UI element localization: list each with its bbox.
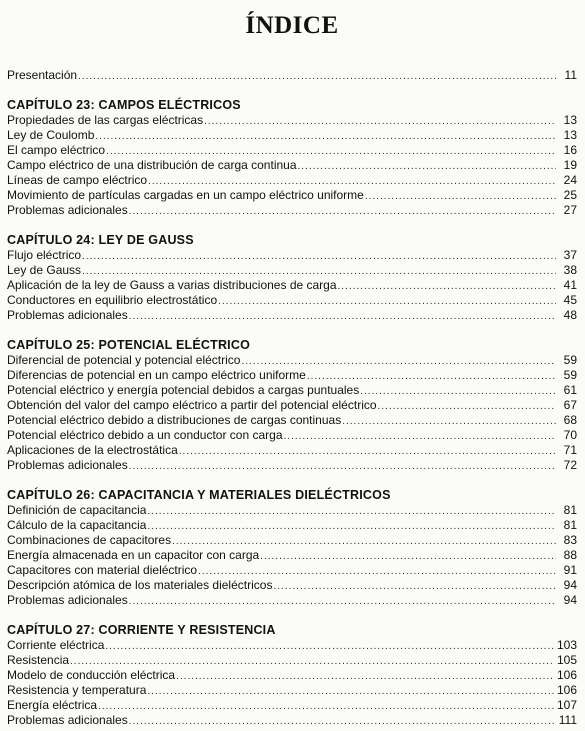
toc-entry-label: Campo eléctrico de una distribución de carga continua [7, 158, 297, 172]
toc-entry-page: 19 [563, 158, 577, 172]
toc-entry-page: 81 [563, 518, 577, 532]
chapter-heading: CAPÍTULO 26: CAPACITANCIA Y MATERIALES DIELÉCTRICOS [7, 488, 391, 502]
toc-entry-page: 24 [563, 173, 577, 187]
chapter-24 [7, 232, 577, 323]
chapter-27 [7, 622, 577, 728]
toc-entry-page: 25 [563, 188, 577, 202]
chapter-25 [7, 337, 577, 473]
dot-leader [82, 249, 556, 264]
dot-leader [360, 384, 556, 399]
dot-leader [78, 69, 556, 84]
toc-entry [7, 203, 577, 218]
toc-entry [7, 398, 577, 413]
dot-leader [198, 564, 556, 579]
toc-entry [7, 653, 577, 668]
toc-entry-page: 72 [563, 458, 577, 472]
toc-entry-label: Flujo eléctrico [7, 248, 82, 262]
toc-entry-label: Resistencia y temperatura [7, 683, 147, 697]
toc-entry-presentacion [7, 68, 577, 83]
toc-entry-label: Potencial eléctrico y energía potencial debidos a cargas puntuales [7, 383, 360, 397]
toc-entry-page: 111 [558, 713, 577, 727]
toc-entry-page: 27 [563, 203, 577, 217]
toc-entry-page: 11 [564, 68, 577, 82]
toc-entry [7, 668, 577, 683]
toc-entry [7, 263, 577, 278]
toc-entry [7, 143, 577, 158]
toc-entry-label: Capacitores con material dieléctrico [7, 563, 198, 577]
chapter-heading: CAPÍTULO 24: LEY DE GAUSS [7, 233, 194, 247]
toc-entry-label: Resistencia [7, 653, 70, 667]
dot-leader [176, 669, 554, 684]
toc-entry [7, 518, 577, 533]
dot-leader [147, 519, 556, 534]
toc-entry-label: Problemas adicionales [7, 593, 128, 607]
toc-entry-label: Presentación [7, 68, 78, 82]
dot-leader [147, 504, 556, 519]
toc-entry-page: 37 [563, 248, 577, 262]
toc-entry [7, 113, 577, 128]
toc-entry-label: Descripción atómica de los materiales dieléctricos [7, 578, 273, 592]
toc-entry-page: 68 [563, 413, 577, 427]
toc-entry-label: Propiedades de las cargas eléctricas [7, 113, 204, 127]
toc-entry-label: Definición de capacitancia [7, 503, 147, 517]
dot-leader [82, 264, 556, 279]
toc-entry-label: Potencial eléctrico debido a distribuciones de cargas continuas [7, 413, 342, 427]
toc-entry [7, 713, 577, 728]
toc-entry-page: 59 [563, 353, 577, 367]
dot-leader [129, 309, 556, 324]
toc-entry [7, 563, 577, 578]
toc-entry-label: Combinaciones de capacitores [7, 533, 172, 547]
toc-entry-page: 103 [556, 638, 577, 652]
toc-entry-page: 13 [563, 128, 577, 142]
toc-entry [7, 443, 577, 458]
dot-leader [338, 279, 556, 294]
toc-entry [7, 458, 577, 473]
dot-leader [98, 699, 554, 714]
toc-entry-label: Aplicaciones de la electrostática [7, 443, 178, 457]
toc-entry [7, 248, 577, 263]
toc-entry-page: 70 [563, 428, 577, 442]
toc-entry-page: 94 [563, 593, 577, 607]
toc-entry-page: 71 [563, 443, 577, 457]
toc-entry-label: Corriente eléctrica [7, 638, 105, 652]
toc-entry-label: El campo eléctrico [7, 143, 106, 157]
toc-entry-page: 48 [563, 308, 577, 322]
dot-leader [241, 354, 556, 369]
toc-entry-label: Modelo de conducción eléctrica [7, 668, 176, 682]
chapter-23 [7, 97, 577, 218]
toc-entry-label: Problemas adicionales [7, 458, 128, 472]
toc-entry-page: 59 [563, 368, 577, 382]
toc-entry-label: Diferencias de potencial en un campo eléctrico uniforme [7, 368, 306, 382]
dot-leader [342, 414, 556, 429]
toc-entry-label: Problemas adicionales [7, 713, 128, 727]
dot-leader [129, 594, 556, 609]
toc-entry-label: Aplicación de la ley de Gauss a varias distribuciones de carga [7, 278, 337, 292]
toc-entry-label: Problemas adicionales [7, 203, 128, 217]
dot-leader [307, 369, 556, 384]
toc-entry-label: Obtención del valor del campo eléctrico a partir del potencial eléctrico [7, 398, 377, 412]
dot-leader [273, 579, 556, 594]
toc-entry [7, 533, 577, 548]
toc-entry-label: Cálculo de la capacitancia [7, 518, 147, 532]
toc-entry-page: 94 [563, 578, 577, 592]
toc-entry-page: 88 [563, 548, 577, 562]
chapter-heading: CAPÍTULO 23: CAMPOS ELÉCTRICOS [7, 98, 241, 112]
toc-entry [7, 173, 577, 188]
toc-entry [7, 578, 577, 593]
toc-entry [7, 683, 577, 698]
toc-entry-label: Potencial eléctrico debido a un conductor con carga [7, 428, 283, 442]
toc-entry-label: Ley de Coulomb [7, 128, 95, 142]
dot-leader [365, 189, 556, 204]
toc-entry-label: Ley de Gauss [7, 263, 82, 277]
toc-entry-page: 67 [563, 398, 577, 412]
toc-entry-page: 61 [563, 383, 577, 397]
toc-entry-page: 83 [563, 533, 577, 547]
toc-entry [7, 353, 577, 368]
toc-entry-label: Líneas de campo eléctrico [7, 173, 148, 187]
dot-leader [378, 399, 556, 414]
toc-entry [7, 128, 577, 143]
dot-leader [147, 684, 554, 699]
dot-leader [129, 459, 556, 474]
chapter-heading: CAPÍTULO 27: CORRIENTE Y RESISTENCIA [7, 623, 276, 637]
dot-leader [129, 204, 556, 219]
dot-leader [172, 534, 556, 549]
toc-entry [7, 593, 577, 608]
dot-leader [204, 114, 556, 129]
toc-entry-page: 105 [556, 653, 577, 667]
toc-entry [7, 413, 577, 428]
toc-entry-page: 107 [556, 698, 577, 712]
dot-leader [218, 294, 556, 309]
chapter-26 [7, 487, 577, 608]
toc-entry [7, 158, 577, 173]
dot-leader [148, 174, 556, 189]
toc-entry-label: Diferencial de potencial y potencial eléctrico [7, 353, 241, 367]
toc-entry-label: Movimiento de partículas cargadas en un campo eléctrico uniforme [7, 188, 364, 202]
toc-entry-page: 45 [563, 293, 577, 307]
toc-entry [7, 383, 577, 398]
toc-entry [7, 698, 577, 713]
page-title: ÍNDICE [245, 12, 339, 39]
dot-leader [106, 144, 556, 159]
toc-entry [7, 293, 577, 308]
toc-entry [7, 188, 577, 203]
dot-leader [70, 654, 554, 669]
toc-entry [7, 638, 577, 653]
toc-entry-label: Conductores en equilibrio electrostático [7, 293, 218, 307]
toc-entry-page: 41 [563, 278, 577, 292]
dot-leader [95, 129, 556, 144]
toc-entry [7, 428, 577, 443]
dot-leader [179, 444, 556, 459]
toc-entry-page: 16 [563, 143, 577, 157]
dot-leader [298, 159, 556, 174]
toc-entry-page: 13 [563, 113, 577, 127]
toc-entry-page: 81 [563, 503, 577, 517]
toc-entry-page: 106 [556, 683, 577, 697]
toc-entry-label: Energía almacenada en un capacitor con carga [7, 548, 260, 562]
dot-leader [284, 429, 556, 444]
toc-entry-label: Energía eléctrica [7, 698, 98, 712]
toc-entry-page: 38 [563, 263, 577, 277]
toc-entry [7, 548, 577, 563]
toc-entry-label: Problemas adicionales [7, 308, 128, 322]
toc-entry [7, 308, 577, 323]
toc-entry [7, 368, 577, 383]
dot-leader [260, 549, 556, 564]
toc-entry-page: 91 [563, 563, 577, 577]
toc-entry [7, 503, 577, 518]
dot-leader [105, 639, 554, 654]
toc-entry [7, 278, 577, 293]
chapter-heading: CAPÍTULO 25: POTENCIAL ELÉCTRICO [7, 338, 250, 352]
toc-entry-page: 106 [556, 668, 577, 682]
dot-leader [129, 714, 556, 729]
